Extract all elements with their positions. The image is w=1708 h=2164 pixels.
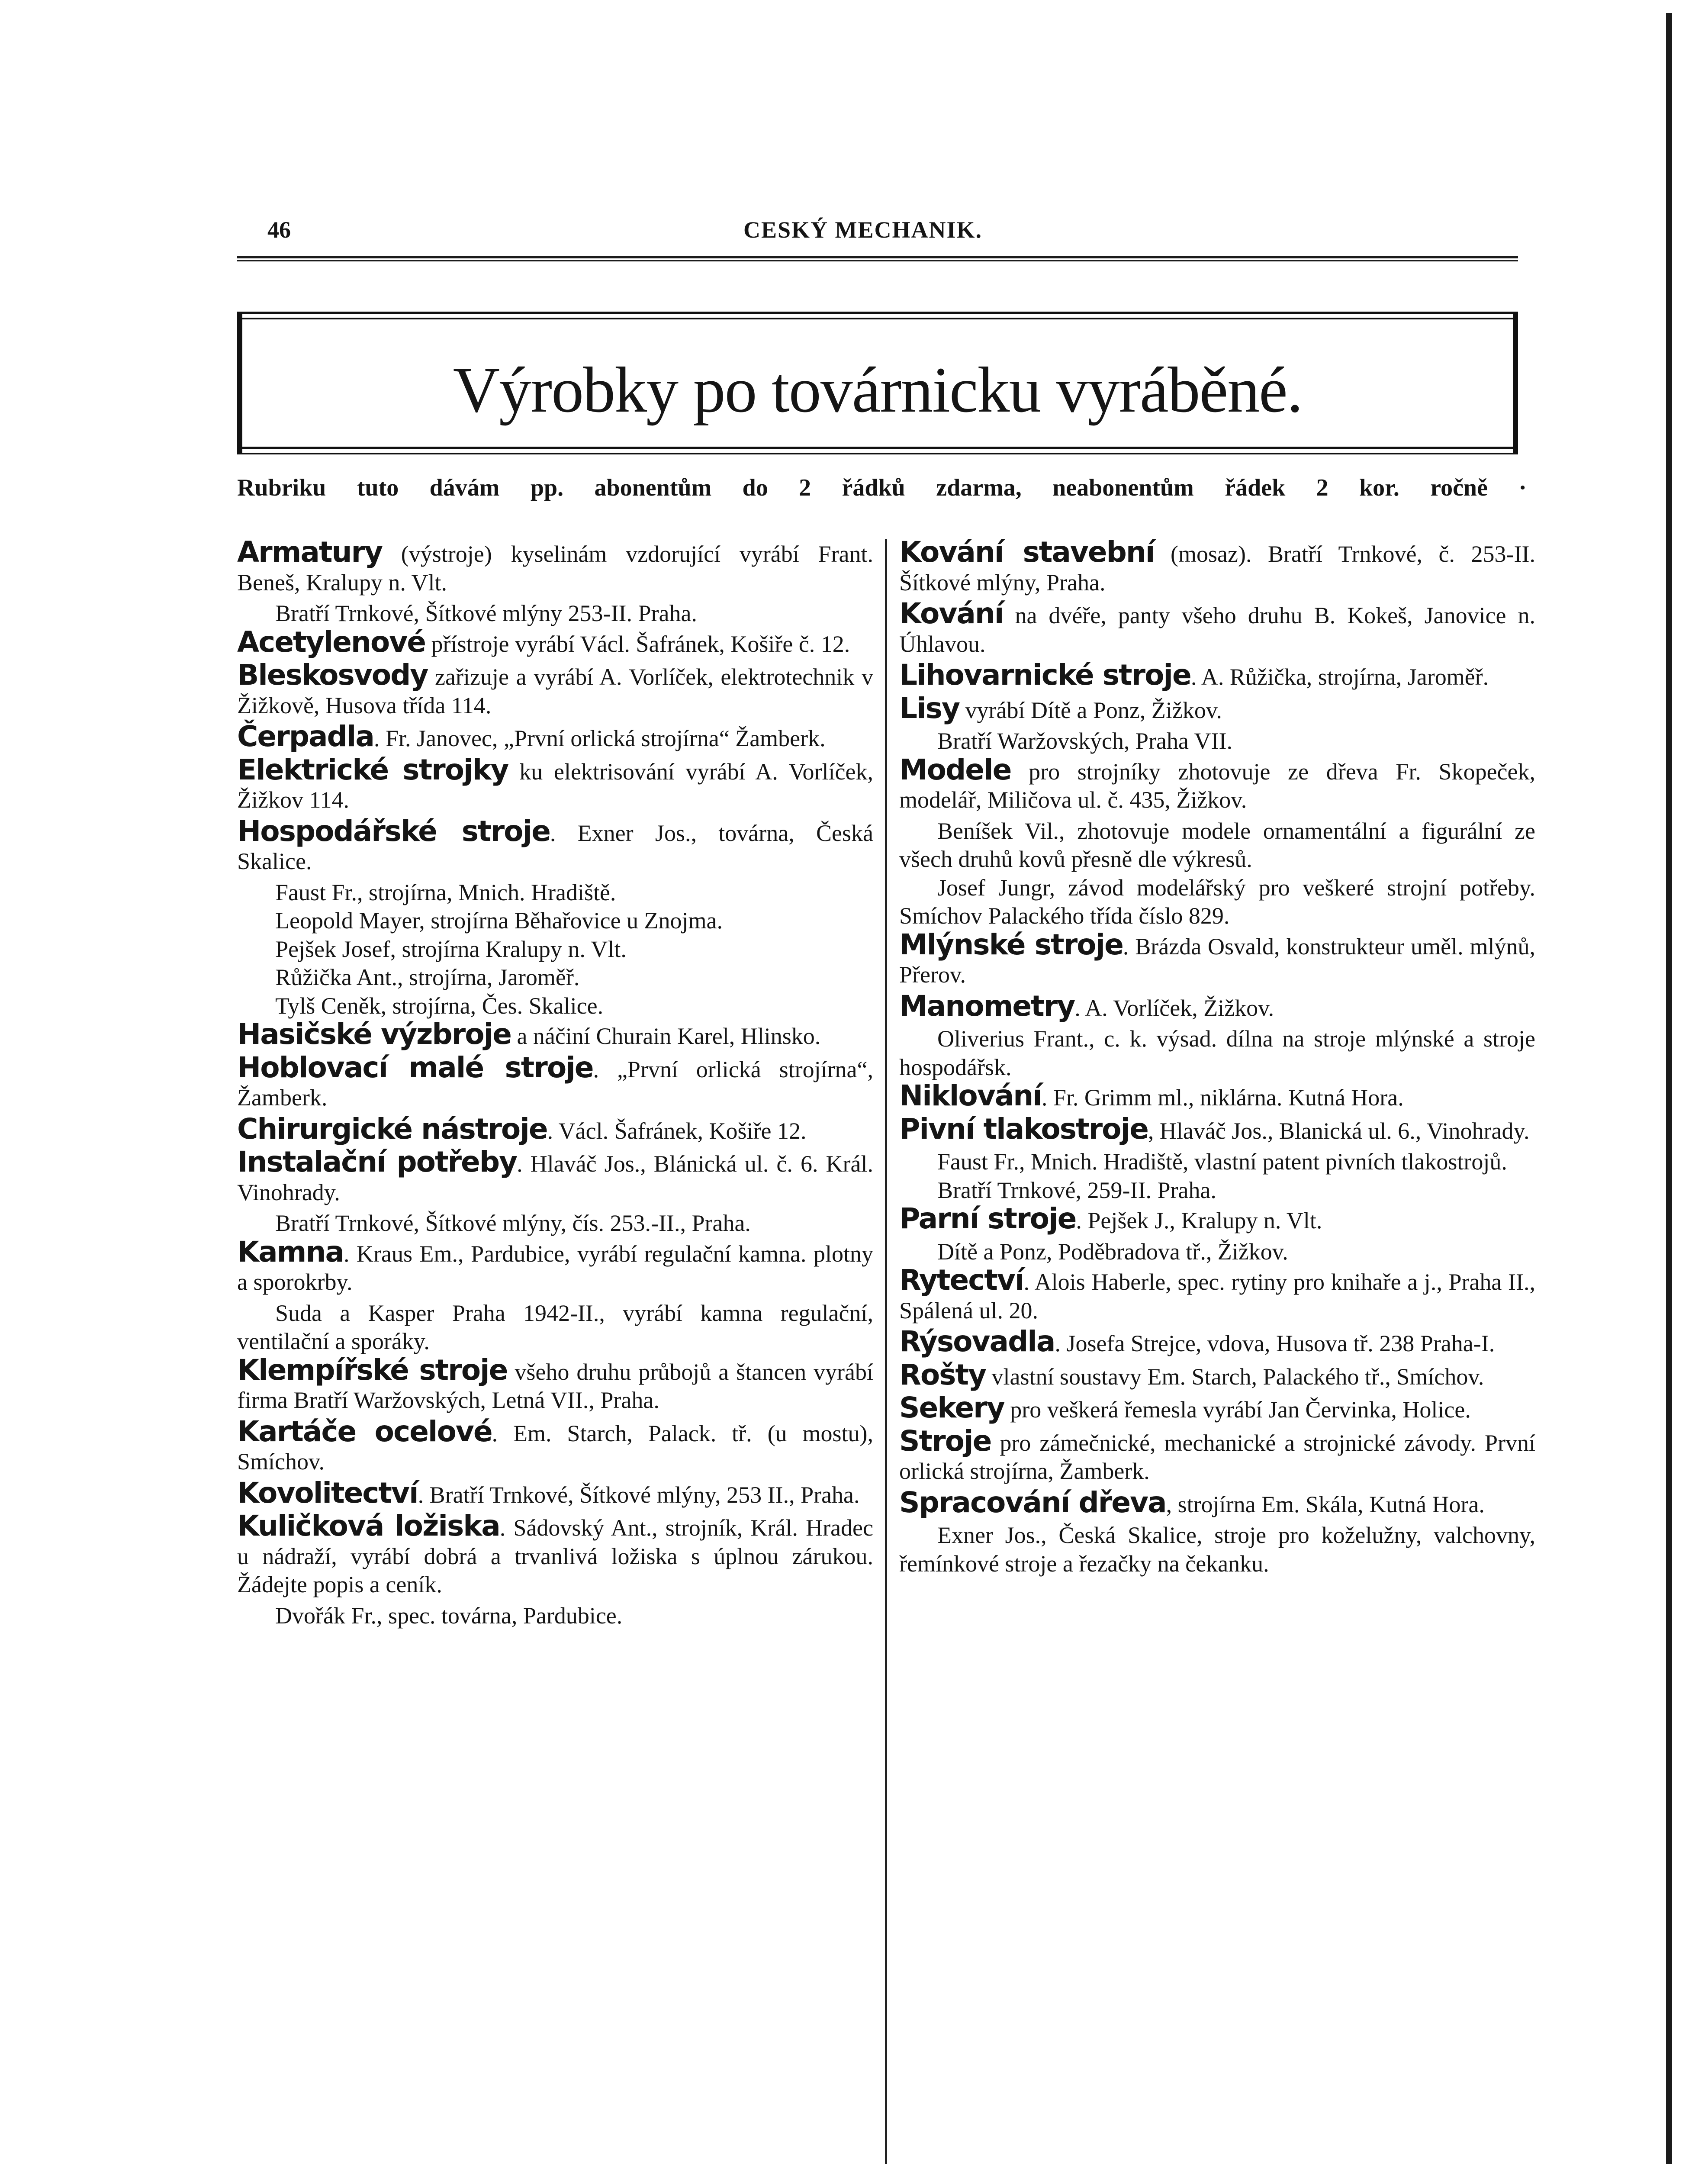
- entry-keyword: Čerpadla: [237, 720, 374, 753]
- entry-text: pro strojníky zhotovuje ze dřeva Fr. Skopeček, modelář, Miličova ul. č. 435, Žižkov.: [899, 758, 1535, 813]
- entry-text: . Pejšek J., Kralupy n. Vlt.: [1076, 1208, 1322, 1233]
- entry-text: zařizuje a vyrábí A. Vorlíček, elektrotechnik v Žižkově, Husova třída 114.: [237, 664, 873, 718]
- directory-entry: [899, 691, 1535, 725]
- directory-entry: [237, 1414, 873, 1476]
- entry-additional-listing: Bratří Trnkové, Šítkové mlýny 253-II. Praha.: [275, 600, 697, 626]
- entry-keyword: Hospodářské stroje: [237, 814, 550, 848]
- entry-keyword: Kování: [899, 597, 1004, 630]
- entry-keyword: Elektrické strojky: [237, 753, 508, 786]
- directory-entry: [899, 658, 1535, 692]
- entry-keyword: Kamna: [237, 1235, 344, 1269]
- entry-keyword: Rošty: [899, 1358, 986, 1391]
- entry-text: . Josefa Strejce, vdova, Husova tř. 238 Praha-I.: [1055, 1330, 1495, 1356]
- entry-text: . Alois Haberle, spec. rytiny pro knihaře a j., Praha II., Spálená ul. 20.: [899, 1269, 1535, 1324]
- directory-entry: [899, 1204, 1535, 1235]
- directory-entry: [237, 1112, 873, 1146]
- entry-text: (mosaz). Bratří Trnkové, č. 253-II. Šítkové mlýny, Praha.: [899, 541, 1535, 596]
- entry-keyword: Mlýnské stroje: [899, 927, 1123, 961]
- entry-keyword: Kování stavební: [899, 535, 1155, 569]
- entry-additional-listing: Bratří Trnkové, 259-II. Praha.: [937, 1177, 1216, 1203]
- entry-additional-listing: Oliverius Frant., c. k. výsad. dílna na stroje mlýnské a stroje hospodářsk.: [899, 1026, 1535, 1080]
- headline-box: [237, 312, 1518, 454]
- entry-keyword: Niklování: [899, 1079, 1042, 1112]
- entry-keyword: Instalační potřeby: [237, 1145, 517, 1179]
- entry-keyword: Hoblovací malé stroje: [237, 1050, 593, 1084]
- directory-entry: [237, 1353, 873, 1415]
- entry-additional-listing: Exner Jos., Česká Skalice, stroje pro koželužny, valchovny, řemínkové stroje a řezačky na čekanku.: [899, 1522, 1535, 1577]
- entry-text: přístroje vyrábí Václ. Šafránek, Košiře č. 12.: [425, 631, 850, 657]
- entry-keyword: Rýsovadla: [899, 1325, 1055, 1358]
- directory-entry: [899, 989, 1535, 1023]
- entry-additional-listing: Josef Jungr, závod modelářský pro veškeré strojní potřeby. Smíchov Palackého třída číslo 829.: [899, 874, 1535, 929]
- entry-keyword: Hasičské výzbroje: [237, 1018, 511, 1051]
- directory-entry: [237, 1050, 873, 1112]
- entry-keyword: Pivní tlakostroje: [899, 1112, 1148, 1146]
- entry-keyword: Stroje: [899, 1424, 991, 1458]
- entry-text: , Hlaváč Jos., Blanická ul. 6., Vinohrady.: [1148, 1117, 1530, 1144]
- entry-keyword: Acetylenové: [237, 625, 426, 659]
- entry-text: . Bratří Trnkové, Šítkové mlýny, 253 II., Praha.: [418, 1481, 860, 1508]
- directory-entry: [899, 1263, 1535, 1325]
- entry-additional-listing: Tylš Ceněk, strojírna, Čes. Skalice.: [275, 992, 604, 1019]
- entry-text: vlastní soustavy Em. Starch, Palackého tř., Smíchov.: [986, 1363, 1484, 1390]
- entry-keyword: Parní stroje: [899, 1202, 1076, 1235]
- entry-text: . Em. Starch, Palack. tř. (u mostu), Smíchov.: [237, 1420, 873, 1475]
- entry-additional-listing: Dítě a Ponz, Poděbradova tř., Žižkov.: [937, 1238, 1288, 1265]
- entry-keyword: Lihovarnické stroje: [899, 658, 1191, 692]
- entry-keyword: Manometry: [899, 989, 1075, 1023]
- entry-additional-listing: Bratří Waržovských, Praha VII.: [937, 728, 1232, 754]
- entry-text: všeho druhu průbojů a štancen vyrábí firma Bratří Waržovských, Letná VII., Praha.: [237, 1359, 873, 1413]
- entry-keyword: Spracování dřeva: [899, 1485, 1166, 1519]
- directory-entry: [899, 1079, 1535, 1112]
- directory-entry: [237, 1509, 873, 1599]
- entry-text: vyrábí Dítě a Ponz, Žižkov.: [959, 697, 1222, 723]
- directory-entry: [237, 722, 873, 753]
- entry-keyword: Sekery: [899, 1391, 1004, 1424]
- directory-entry: [237, 1020, 873, 1051]
- directory-entry: [237, 753, 873, 815]
- directory-entry: [899, 1391, 1535, 1424]
- entry-additional-listing: Beníšek Vil., zhotovuje modele ornamentální a figurální ze všech druhů kovů přesně dle výkresů.: [899, 818, 1535, 872]
- entry-keyword: Kuličková ložiska: [237, 1509, 500, 1542]
- entry-text: . Václ. Šafránek, Košiře 12.: [547, 1117, 807, 1144]
- directory-entry: [237, 535, 873, 597]
- directory-entry: [899, 753, 1535, 815]
- entry-additional-listing: Suda a Kasper Praha 1942-II., vyrábí kamna regulační, ventilační a sporáky.: [237, 1300, 873, 1354]
- directory-entry: [899, 927, 1535, 989]
- entry-keyword: Modele: [899, 753, 1011, 786]
- entry-keyword: Klempířské stroje: [237, 1353, 508, 1387]
- header-rule: [237, 256, 1518, 261]
- column-divider: [885, 539, 887, 2164]
- directory-entry: [237, 1145, 874, 1207]
- entry-keyword: Bleskosvody: [237, 658, 428, 692]
- entry-text: . Kraus Em., Pardubice, vyrábí regulační kamna. plotny a sporokrby.: [237, 1240, 873, 1295]
- entry-text: pro veškerá řemesla vyrábí Jan Červinka, Holice.: [1004, 1397, 1471, 1423]
- directory-entry: [237, 814, 873, 876]
- entry-text: . Sádovský Ant., strojník, Král. Hradec u nádraží, vyrábí dobrá a trvanlivá ložiska s úplnou zárukou. Žádejte popis a ceník.: [237, 1515, 873, 1597]
- entry-text: . Hlaváč Jos., Blánická ul. č. 6. Král. Vinohrady.: [237, 1151, 874, 1205]
- entry-additional-listing: Pejšek Josef, strojírna Kralupy n. Vlt.: [275, 936, 627, 962]
- entry-keyword: Armatury: [237, 535, 383, 569]
- entry-additional-listing: Růžička Ant., strojírna, Jaroměř.: [275, 964, 580, 990]
- entry-text: . Fr. Grimm ml., niklárna. Kutná Hora.: [1041, 1085, 1404, 1111]
- entry-keyword: Kartáče ocelové: [237, 1414, 492, 1448]
- entry-additional-listing: Dvořák Fr., spec. továrna, Pardubice.: [275, 1602, 623, 1629]
- section-headline: Výrobky po továrnicku vyráběné.: [453, 354, 1303, 426]
- entry-keyword: Kovolitectví: [237, 1476, 418, 1510]
- entry-additional-listing: Leopold Mayer, strojírna Běhařovice u Znojma.: [275, 908, 723, 934]
- pricing-notice: Rubriku tuto dávám pp. abonentům do 2 řádků zdarma, neabonentům řádek 2 kor. ročně ·: [237, 474, 1527, 501]
- page-number: 46: [267, 217, 291, 243]
- directory-entry: [899, 1485, 1535, 1519]
- entry-additional-listing: Faust Fr., strojírna, Mnich. Hradiště.: [275, 879, 616, 905]
- directory-entry: [237, 658, 873, 720]
- entry-text: na dvéře, panty všeho druhu B. Kokeš, Janovice n. Úhlavou.: [899, 602, 1535, 657]
- entry-text: a náčiní Churain Karel, Hlinsko.: [511, 1023, 821, 1049]
- directory-entry: [899, 535, 1535, 597]
- entry-text: . A. Růžička, strojírna, Jaroměř.: [1190, 664, 1489, 690]
- entry-text: . „První orlická strojírna“, Žamberk.: [237, 1056, 873, 1111]
- directory-entry: [237, 1476, 873, 1510]
- directory-entry: [899, 1424, 1535, 1486]
- directory-entry: [899, 1327, 1535, 1358]
- journal-title: CESKÝ MECHANIK.: [743, 217, 983, 243]
- entry-text: . Exner Jos., továrna, Česká Skalice.: [237, 820, 873, 874]
- entry-text: (výstroje) kyselinám vzdorující vyrábí Frant. Beneš, Kralupy n. Vlt.: [237, 541, 873, 596]
- entry-additional-listing: Faust Fr., Mnich. Hradiště, vlastní patent pivních tlakostrojů.: [937, 1149, 1507, 1175]
- directory-entry: [237, 625, 873, 659]
- entry-text: . Fr. Janovec, „První orlická strojírna“ Žamberk.: [373, 725, 826, 751]
- right-column: [899, 535, 1535, 1578]
- entry-text: . Brázda Osvald, konstrukteur uměl. mlýnů, Přerov.: [899, 933, 1535, 988]
- entry-text: , strojírna Em. Skála, Kutná Hora.: [1166, 1491, 1485, 1517]
- directory-entry: [899, 1358, 1535, 1391]
- entry-keyword: Chirurgické nástroje: [237, 1112, 547, 1146]
- entry-text: ku elektrisování vyrábí A. Vorlíček, Žižkov 114.: [237, 758, 873, 813]
- directory-entry: [237, 1235, 873, 1297]
- left-column: [237, 535, 874, 1630]
- entry-text: pro zámečnické, mechanické a strojnické závody. První orlická strojírna, Žamberk.: [899, 1430, 1535, 1484]
- page-edge: [1666, 13, 1672, 2164]
- entry-additional-listing: Bratří Trnkové, Šítkové mlýny, čís. 253.-II., Praha.: [275, 1210, 751, 1236]
- entry-text: . A. Vorlíček, Žižkov.: [1074, 995, 1274, 1021]
- running-head: [237, 216, 1518, 247]
- entry-keyword: Lisy: [899, 691, 959, 725]
- entry-keyword: Rytectví: [899, 1263, 1024, 1297]
- directory-entry: [899, 1112, 1535, 1146]
- directory-entry: [899, 599, 1535, 658]
